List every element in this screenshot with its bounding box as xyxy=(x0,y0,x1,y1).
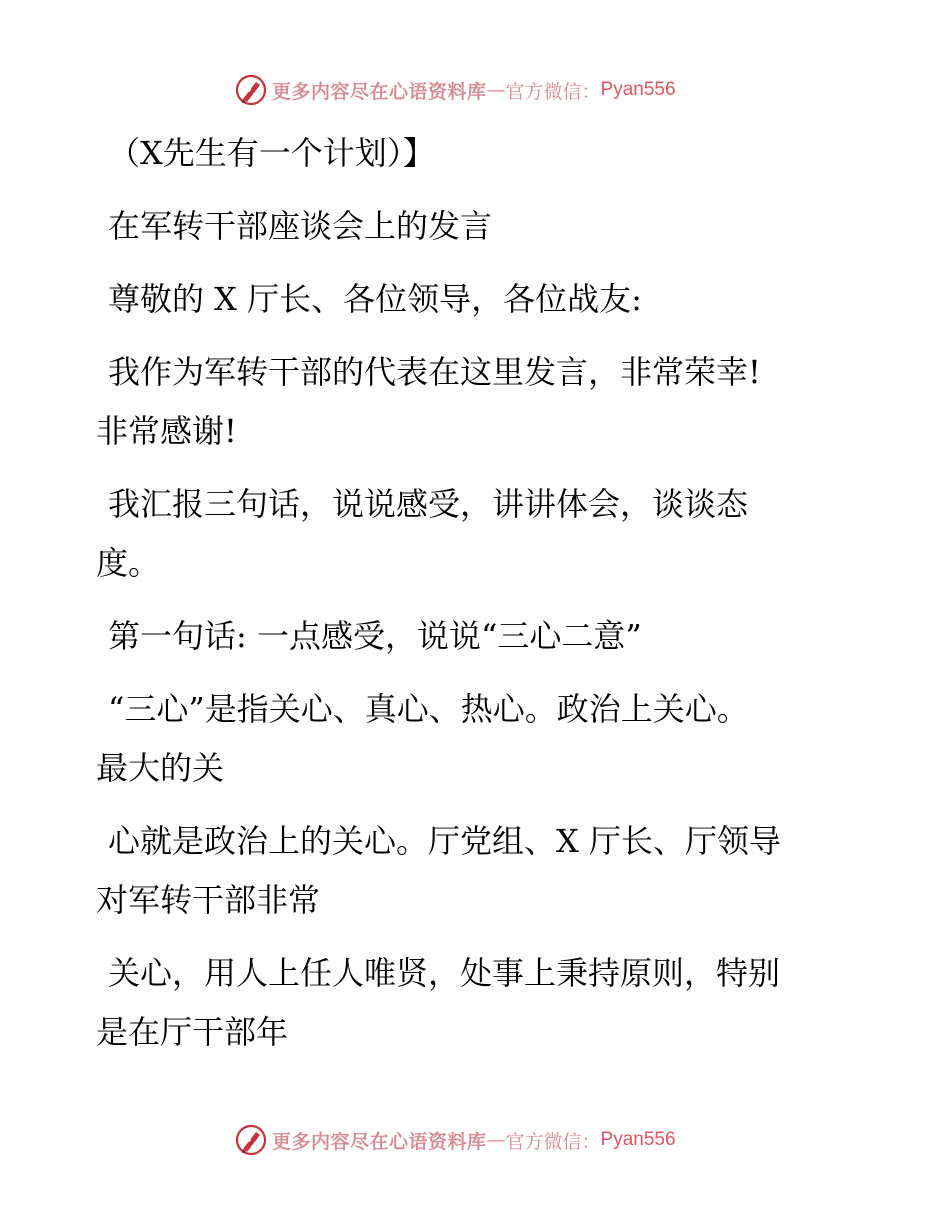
watermark-text: 更多内容尽在心语资料库 xyxy=(272,80,487,103)
paragraph-opening xyxy=(96,343,836,461)
paragraph-salutation xyxy=(96,270,836,329)
paragraph-body xyxy=(96,944,836,1062)
text-line: 是在厅干部年 xyxy=(96,1013,289,1051)
text-line: 我汇报三句话，说说感受，讲讲体会，谈谈态 xyxy=(108,485,749,523)
text-line: “三心”是指关心、真心、热心。政治上关心。 xyxy=(108,690,749,728)
text-line: 我作为军转干部的代表在这里发言，非常荣幸! xyxy=(108,353,761,391)
watermark-text: 更多内容尽在心语资料库 xyxy=(272,1130,487,1153)
pen-logo-icon xyxy=(234,73,268,107)
text-line: 尊敬的 X 厅长、各位领导，各位战友: xyxy=(108,280,642,318)
text-line: 对军转干部非常 xyxy=(96,881,321,919)
header-watermark xyxy=(234,72,676,108)
footer-watermark xyxy=(234,1122,676,1158)
watermark-label: 官方微信： xyxy=(505,80,601,103)
text-line: 在军转干部座谈会上的发言 xyxy=(108,207,493,245)
watermark-wechat-id: Pyan556 xyxy=(600,1129,676,1150)
watermark-dash: — xyxy=(486,1129,506,1151)
text-line: （X先生有一个计划）】 xyxy=(108,134,435,172)
paragraph-outline xyxy=(96,475,836,593)
watermark-wechat-id: Pyan556 xyxy=(600,79,676,100)
text-line: 第一句话: 一点感受，说说“三心二意” xyxy=(108,617,642,655)
text-line: 最大的关 xyxy=(96,749,225,787)
document-body xyxy=(96,124,836,1062)
paragraph-section-heading xyxy=(96,607,836,666)
text-line: 心就是政治上的关心。厅党组、X 厅长、厅领导 xyxy=(108,822,781,860)
text-line: 关心，用人上任人唯贤，处事上秉持原则，特别 xyxy=(108,954,781,992)
paragraph-title xyxy=(96,197,836,256)
watermark-label: 官方微信： xyxy=(505,1130,601,1153)
paragraph-body xyxy=(96,680,836,798)
pen-logo-icon xyxy=(234,1123,268,1157)
paragraph-body xyxy=(96,812,836,930)
watermark-dash: — xyxy=(486,79,506,101)
text-line: 度。 xyxy=(96,544,161,582)
paragraph-note xyxy=(96,124,836,183)
text-line: 非常感谢! xyxy=(96,412,237,450)
